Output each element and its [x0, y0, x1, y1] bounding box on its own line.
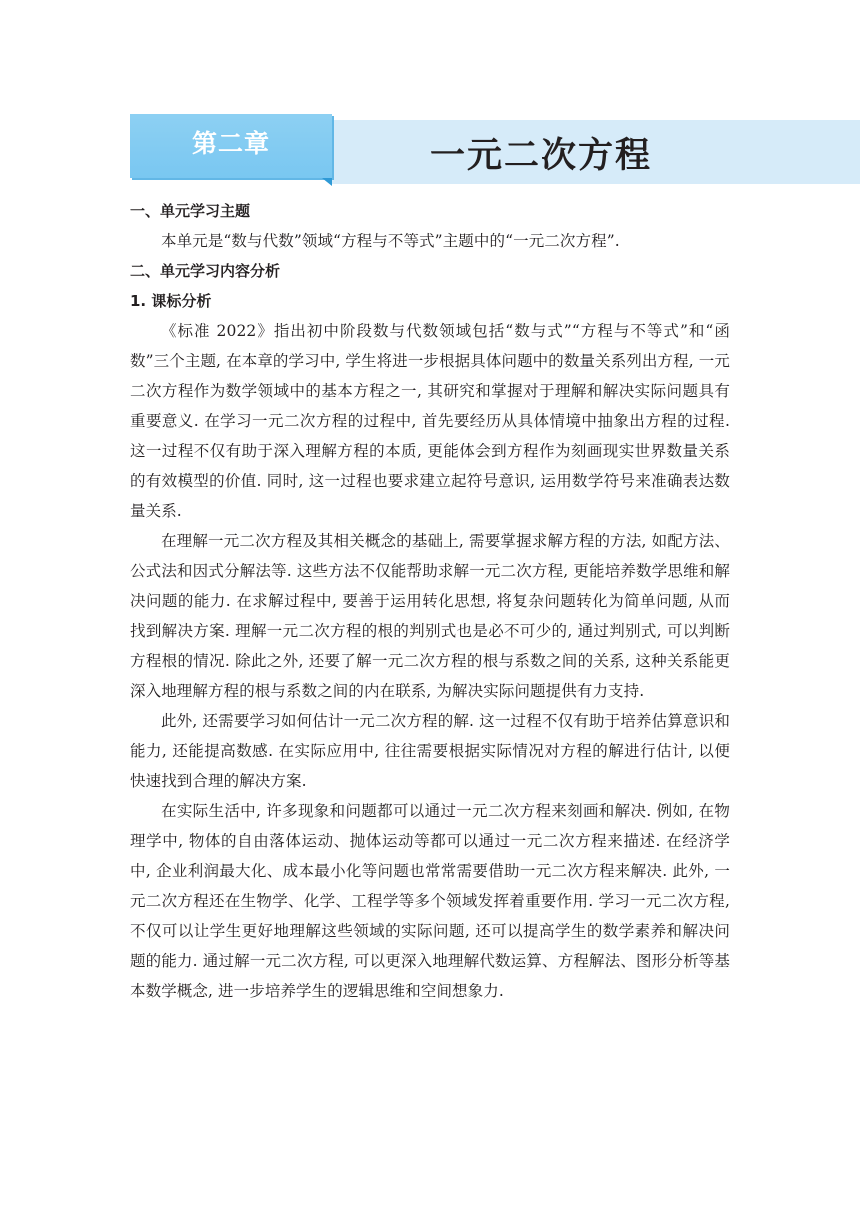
paragraph-curriculum-2: 在理解一元二次方程及其相关概念的基础上, 需要掌握求解方程的方法, 如配方法、公式法和因式分解法等. 这些方法不仅能帮助求解一元二次方程, 更能培养数学思维和解决问题的能力. 在求解过程中, 要善于运用转化思想, 将复杂问题转化为简单问题, 从而找到解决方案. 理解一元二次方程的根的判别式也是必不可少的, 通过判别式, 可以判断方程根的情况. 除此之外, 还要了解一元二次方程的根与系数之间的关系, 这种关系能更深入地理解方程的根与系数之间的内在联系, 为解决实际问题提供有力支持.: [130, 532, 730, 700]
paragraph-curriculum-1: 《标准 2022》指出初中阶段数与代数领域包括“数与式”“方程与不等式”和“函数”三个主题, 在本章的学习中, 学生将进一步根据具体问题中的数量关系列出方程, 一元二次方程作为数学领域中的基本方程之一, 其研究和掌握对于理解和解决实际问题具有重要意义. 在学习一元二次方程的过程中, 首先要经历从具体情境中抽象出方程的过程. 这一过程不仅有助于深入理解方程的本质, 更能体会到方程作为刻画现实世界数量关系的有效模型的价值. 同时, 这一过程也要求建立起符号意识, 运用数学符号来准确表达数量关系.: [130, 322, 730, 520]
chapter-title: 一元二次方程: [430, 136, 653, 176]
chapter-label: 第二章: [191, 129, 270, 158]
chapter-tab-fold: [322, 178, 332, 186]
document-body: [130, 196, 730, 1006]
paragraph-theme: 本单元是“数与代数”领域“方程与不等式”主题中的“一元二次方程”.: [161, 232, 620, 250]
section-heading-theme: 一、单元学习主题: [130, 202, 251, 220]
paragraph-curriculum-3: 此外, 还需要学习如何估计一元二次方程的解. 这一过程不仅有助于培养估算意识和能力, 还能提高数感. 在实际应用中, 往往需要根据实际情况对方程的解进行估计, 以便快速找到合理的解决方案.: [130, 712, 730, 790]
paragraph-curriculum-4: 在实际生活中, 许多现象和问题都可以通过一元二次方程来刻画和解决. 例如, 在物理学中, 物体的自由落体运动、抛体运动等都可以通过一元二次方程来描述. 在经济学中, 企业利润最大化、成本最小化等问题也常常需要借助一元二次方程来解决. 此外, 一元二次方程还在生物学、化学、工程学等多个领域发挥着重要作用. 学习一元二次方程, 不仅可以让学生更好地理解这些领域的实际问题, 还可以提高学生的数学素养和解决问题的能力. 通过解一元二次方程, 可以更深入地理解代数运算、方程解法、图形分析等基本数学概念, 进一步培养学生的逻辑思维和空间想象力.: [130, 802, 730, 1000]
subsection-heading-curriculum: 1. 课标分析: [130, 292, 212, 310]
chapter-tab: [130, 114, 332, 178]
chapter-banner: [130, 114, 860, 186]
section-heading-content-analysis: 二、单元学习内容分析: [130, 262, 281, 280]
